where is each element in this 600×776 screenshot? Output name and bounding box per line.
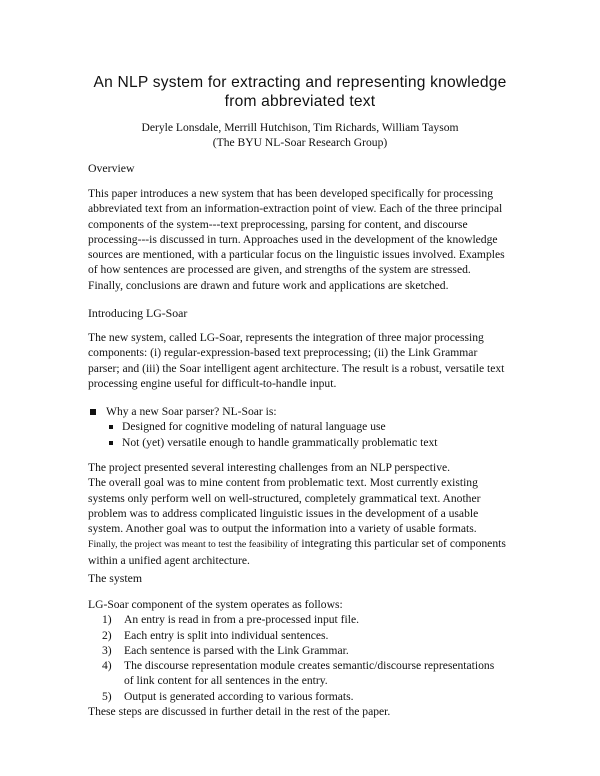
step-item <box>88 612 528 627</box>
paragraph-line: of how sentences are processed are given, and strengths of the system are stressed. <box>88 263 471 277</box>
step-text: Each entry is split into individual sentences. <box>124 628 329 642</box>
paragraph-line: parser; and (iii) the Soar intelligent agent architecture. The result is a robust, versatile text <box>88 361 505 375</box>
step-item <box>88 689 528 704</box>
paragraph-line: processing---is discussed in turn. Approaches used in the development of the knowledge <box>88 232 498 246</box>
author-names: Deryle Lonsdale, Merrill Hutchison, Tim Richards, William Taysom <box>141 121 459 134</box>
step-number: 5) <box>102 689 112 703</box>
bullet-item <box>88 404 528 450</box>
paragraph-line: within a unified agent architecture. <box>88 553 250 567</box>
intro-paragraph <box>88 330 528 391</box>
bullet-list <box>88 404 528 450</box>
paragraph-line: This paper introduces a new system that has been developed specifically for processing <box>88 187 494 200</box>
bullet-text: Why a new Soar parser? NL-Soar is: <box>106 405 277 418</box>
paragraph-line: sources are mentioned, with a particular focus on the linguistic issues involved. Examples <box>88 248 505 262</box>
system-outro: These steps are discussed in further detail in the rest of the paper. <box>88 705 391 719</box>
author-block <box>60 120 540 150</box>
normal-text: integrating this particular set of components <box>298 537 506 551</box>
paragraph-line: The overall goal was to mine content from problematic text. Most currently existing <box>88 476 478 490</box>
sub-bullet-item: Not (yet) versatile enough to handle grammatically problematic text <box>106 435 528 450</box>
paragraph-line: abbreviated text from an information-extraction point of view. Each of the three principal <box>88 202 503 216</box>
why-list <box>88 404 528 450</box>
steps-list <box>88 612 528 704</box>
paragraph-line: systems only perform well on well-structured, completely grammatical text. Another <box>88 491 481 505</box>
paragraph-line: Finally, conclusions are drawn and future work and applications are sketched. <box>88 278 449 292</box>
paragraph-line: The new system, called LG-Soar, represents the integration of three major processing <box>88 331 484 344</box>
step-number: 4) <box>102 659 112 673</box>
step-number: 2) <box>102 628 112 642</box>
step-text-continued: of link content for all sentences in the entry. <box>124 674 328 688</box>
step-item <box>88 628 528 643</box>
title-line-2: from abbreviated text <box>224 93 376 110</box>
system-heading: The system <box>88 571 143 585</box>
paragraph-line: problem was to address complicated linguistic issues in the development of a usable <box>88 506 479 520</box>
paragraph-line: components of the system---text preprocessing, parsing for content, and discourse <box>88 217 468 231</box>
sub-bullet-item: Designed for cognitive modeling of natural language use <box>106 419 528 434</box>
step-item <box>88 658 528 689</box>
system-section <box>88 597 528 719</box>
paragraph-line: components: (i) regular-expression-based text preprocessing; (ii) the Link Grammar <box>88 346 478 360</box>
paragraph-line: The project presented several interesting challenges from an NLP perspective. <box>88 461 451 474</box>
paper-title <box>60 73 540 111</box>
paragraph-line: system. Another goal was to output the information into a variety of usable formats. <box>88 522 477 536</box>
step-text: Each sentence is parsed with the Link Grammar. <box>124 643 349 657</box>
step-number: 1) <box>102 613 112 627</box>
system-intro: LG-Soar component of the system operates as follows: <box>88 598 343 611</box>
small-text: Finally, the project was meant to test the feasibility of <box>88 539 299 551</box>
title-line-1: An NLP system for extracting and representing knowledge <box>93 74 507 91</box>
intro-heading: Introducing LG-Soar <box>88 306 188 320</box>
project-paragraph <box>88 460 528 568</box>
step-number: 3) <box>102 643 112 657</box>
step-text: The discourse representation module creates semantic/discourse representations <box>124 659 495 673</box>
step-text: An entry is read in from a pre-processed input file. <box>124 613 360 627</box>
overview-heading: Overview <box>88 161 135 175</box>
paragraph-line-mixed <box>88 536 528 552</box>
overview-paragraph <box>88 186 528 293</box>
paragraph-line: processing engine useful for difficult-to-handle input. <box>88 376 337 390</box>
step-text: Output is generated according to various formats. <box>124 689 354 703</box>
sub-bullet-list <box>106 419 528 450</box>
author-group: (The BYU NL-Soar Research Group) <box>212 136 388 150</box>
step-item <box>88 643 528 658</box>
